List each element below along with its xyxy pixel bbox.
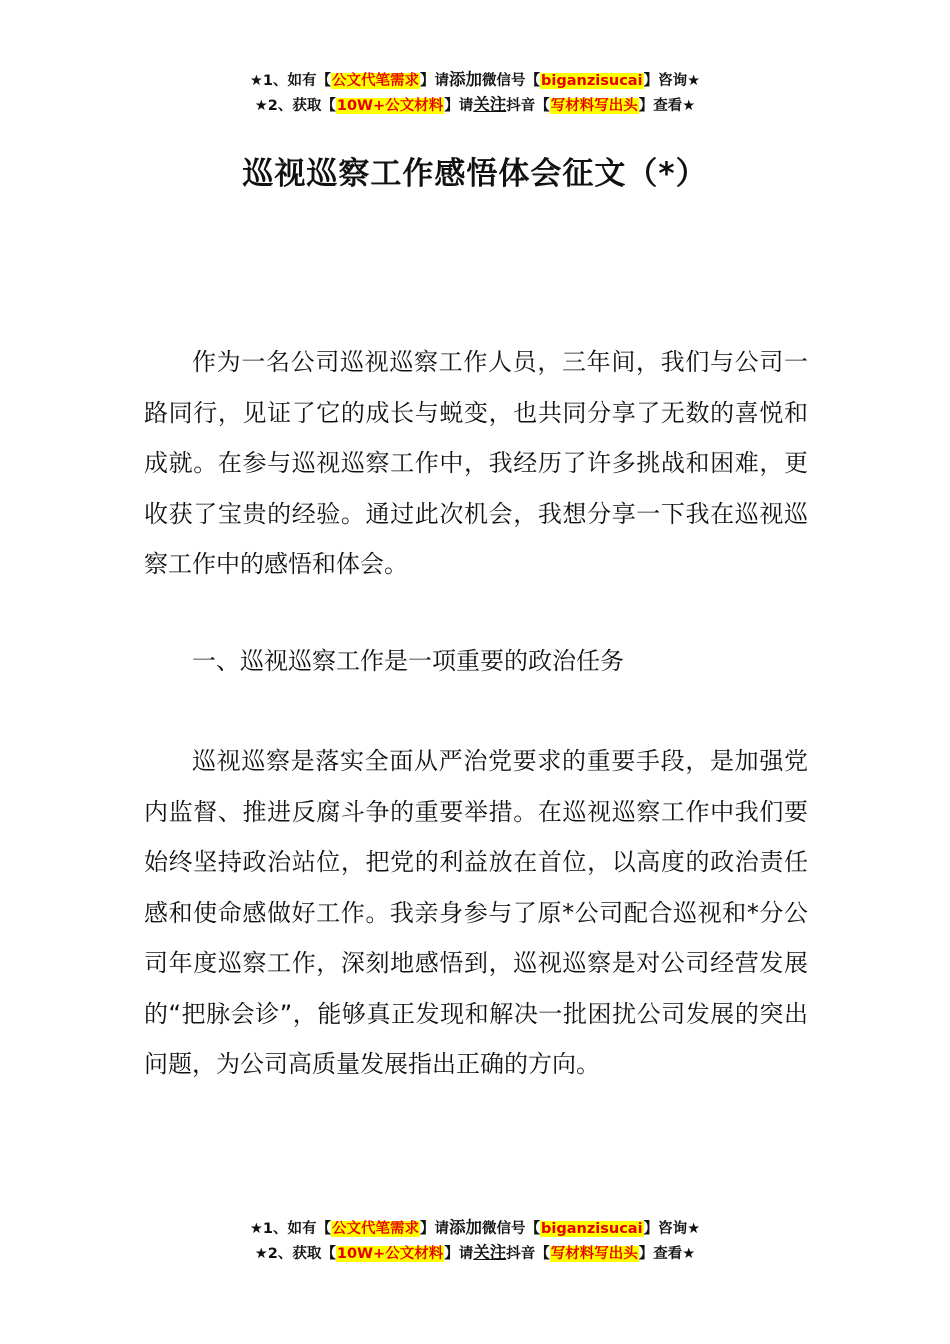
header-banner <box>0 68 950 118</box>
banner-text: 微信号【 <box>482 1221 541 1237</box>
banner-text: ★1、如有【 <box>249 73 332 89</box>
banner-wechat-id: biganzisucai <box>541 73 643 89</box>
banner-highlight: 公文代笔需求 <box>332 73 420 89</box>
banner-emphasis: 添加 <box>449 1218 483 1237</box>
banner-text: 】咨询★ <box>643 73 701 89</box>
banner-text: 】查看★ <box>638 1246 696 1262</box>
banner-text: ★2、获取【 <box>254 98 336 114</box>
banner-text: 】请 <box>420 1221 450 1237</box>
banner-text: 抖音【 <box>506 1246 550 1262</box>
banner-highlight: 公文代笔需求 <box>332 1221 420 1237</box>
banner-highlight: 10W+公文材料 <box>336 1246 444 1262</box>
banner-text: 抖音【 <box>506 98 550 114</box>
banner-line-1 <box>0 68 950 93</box>
banner-text: 】查看★ <box>638 98 696 114</box>
banner-line-2 <box>0 93 950 118</box>
document-title: 巡视巡察工作感悟体会征文（*） <box>242 156 708 192</box>
banner-text: 】请 <box>444 98 474 114</box>
banner-line-2 <box>0 1241 950 1266</box>
paragraph: 作为一名公司巡视巡察工作人员，三年间，我们与公司一路同行，见证了它的成长与蜕变，也共同分享了无数的喜悦和成就。在参与巡视巡察工作中，我经历了许多挑战和困难，更收获了宝贵的经验。通过此次机会，我想分享一下我在巡视巡察工作中的感悟和体会。 <box>144 348 808 578</box>
footer-banner <box>0 1216 950 1266</box>
banner-text: ★2、获取【 <box>254 1246 336 1262</box>
banner-douyin-id: 写材料写出头 <box>550 98 638 114</box>
banner-text: ★1、如有【 <box>249 1221 332 1237</box>
banner-line-1 <box>0 1216 950 1241</box>
banner-wechat-id: biganzisucai <box>541 1221 643 1237</box>
banner-highlight: 10W+公文材料 <box>336 98 444 114</box>
banner-text: 】请 <box>420 73 450 89</box>
section-heading: 一、巡视巡察工作是一项重要的政治任务 <box>192 647 624 675</box>
paragraph: 巡视巡察是落实全面从严治党要求的重要手段，是加强党内监督、推进反腐斗争的重要举措。在巡视巡察工作中我们要始终坚持政治站位，把党的利益放在首位，以高度的政治责任感和使命感做好工作。我亲身参与了原*公司配合巡视和*分公司年度巡察工作，深刻地感悟到，巡视巡察是对公司经营发展的“把脉会诊”，能够真正发现和解决一批困扰公司发展的突出问题，为公司高质量发展指出正确的方向。 <box>144 747 808 1078</box>
banner-emphasis: 添加 <box>449 70 483 89</box>
banner-douyin-id: 写材料写出头 <box>550 1246 638 1262</box>
banner-text: 】咨询★ <box>643 1221 701 1237</box>
banner-emphasis: 关注 <box>473 1243 507 1262</box>
banner-text: 微信号【 <box>482 73 541 89</box>
banner-text: 】请 <box>444 1246 474 1262</box>
banner-emphasis: 关注 <box>473 95 507 114</box>
